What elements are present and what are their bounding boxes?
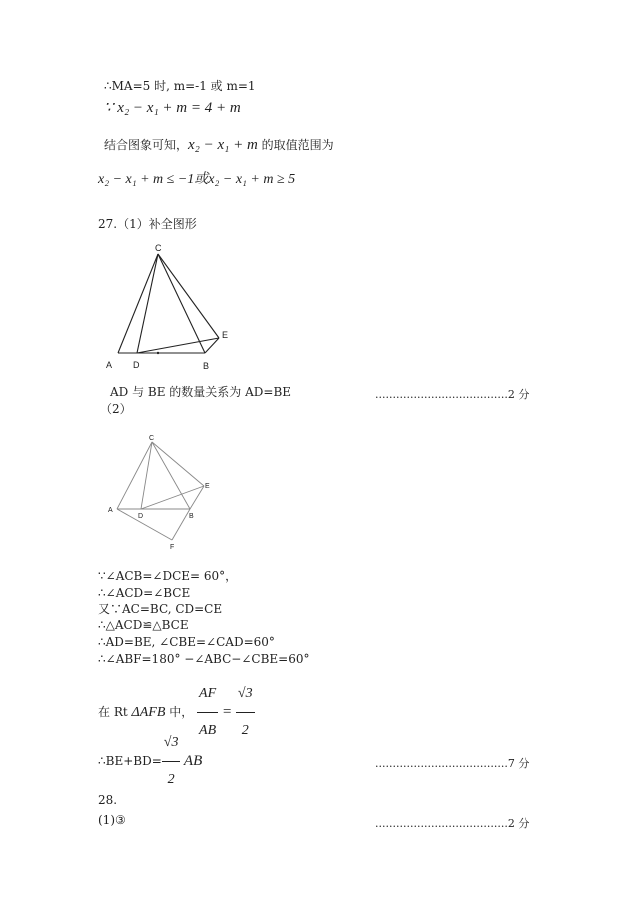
fig1-label-d: D [133, 360, 140, 370]
fraction-ab: AB [199, 723, 217, 738]
fig2-segment-de [141, 486, 204, 509]
rt-triangle: ΔAFB [131, 705, 166, 720]
fraction-be-num: √3 [162, 725, 181, 762]
fraction-af: AF [197, 676, 218, 713]
fig1-segment-ce [158, 254, 219, 338]
question-28-part-1: (1)③ [98, 813, 126, 827]
fraction-sqrt3: √3 [236, 676, 255, 713]
range-intro-pre: 结合图象可知， [104, 138, 189, 152]
fraction-sqrt3-2 [236, 676, 255, 749]
proof-line-2: ∴∠ACD=∠BCE [98, 586, 191, 600]
fig1-label-a: A [106, 360, 113, 370]
be-post: AB [180, 753, 203, 769]
fig1-segment-cd [137, 254, 158, 353]
fraction-2: 2 [241, 723, 249, 738]
fig1-label-c: C [155, 243, 162, 253]
proof-line-3: 又∵AC=BC, CD=CE [98, 602, 223, 616]
proof-line-4: ∴△ACD≌△BCE [98, 618, 189, 632]
fig2-segment-ce [152, 442, 204, 486]
question-28-heading: 28. [98, 793, 118, 807]
line-ma: ∴MA=5 时, m=-1 或 m=1 [104, 79, 256, 93]
fig2-segment-cb [152, 442, 190, 509]
line-be-bd [98, 725, 202, 798]
fig2-segment-be [190, 486, 204, 509]
proof-line-6: ∴∠ABF=180° −∠ABC−∠CBE=60° [98, 652, 310, 666]
be-pre: ∴BE+BD= [98, 754, 162, 768]
proof-line-5: ∴AD=BE, ∠CBE=∠CAD=60° [98, 635, 275, 649]
question-27-heading: 27.（1）补全图形 [98, 217, 197, 231]
line-equation: ∵ x₂ − x₁ + m = 4 + m [104, 100, 241, 116]
fig2-label-a: A [108, 507, 113, 514]
rt-mid: 中， [165, 705, 194, 719]
line-range-result: x₂ − x₁ + m ≤ −1或x₂ − x₁ + m ≥ 5 [98, 172, 296, 187]
fig1-label-b: B [203, 361, 210, 371]
fig1-segment-cb [158, 254, 205, 353]
fig2-label-b: B [189, 513, 194, 520]
fig1-dot [157, 352, 159, 354]
range-intro-post: 的取值范围为 [257, 138, 334, 152]
part-2-label: （2） [100, 402, 132, 416]
score-27-1: ......................................2 分 [375, 388, 530, 401]
score-28-1: ......................................2 分 [375, 817, 530, 830]
fig2-label-e: E [205, 483, 210, 490]
fig1-segment-ac [118, 254, 158, 353]
fig2-label-f: F [170, 544, 175, 551]
score-27-2: ......................................7 分 [375, 757, 530, 770]
range-intro-expr: x₂ − x₁ + m [188, 137, 258, 153]
line-ad-be-relation: AD 与 BE 的数量关系为 AD=BE [110, 385, 292, 399]
rt-equals: = [221, 704, 233, 720]
fig2-segment-fb [172, 509, 190, 540]
rt-pre: 在 Rt [98, 705, 132, 719]
fig1-label-e: E [222, 330, 229, 340]
fraction-be [162, 725, 181, 798]
proof-line-1: ∵∠ACB=∠DCE= 60°， [98, 569, 238, 583]
fraction-be-den: 2 [167, 772, 175, 787]
fig2-label-c: C [149, 435, 155, 442]
fig2-segment-af [117, 509, 172, 540]
fig2-label-d: D [138, 513, 144, 520]
